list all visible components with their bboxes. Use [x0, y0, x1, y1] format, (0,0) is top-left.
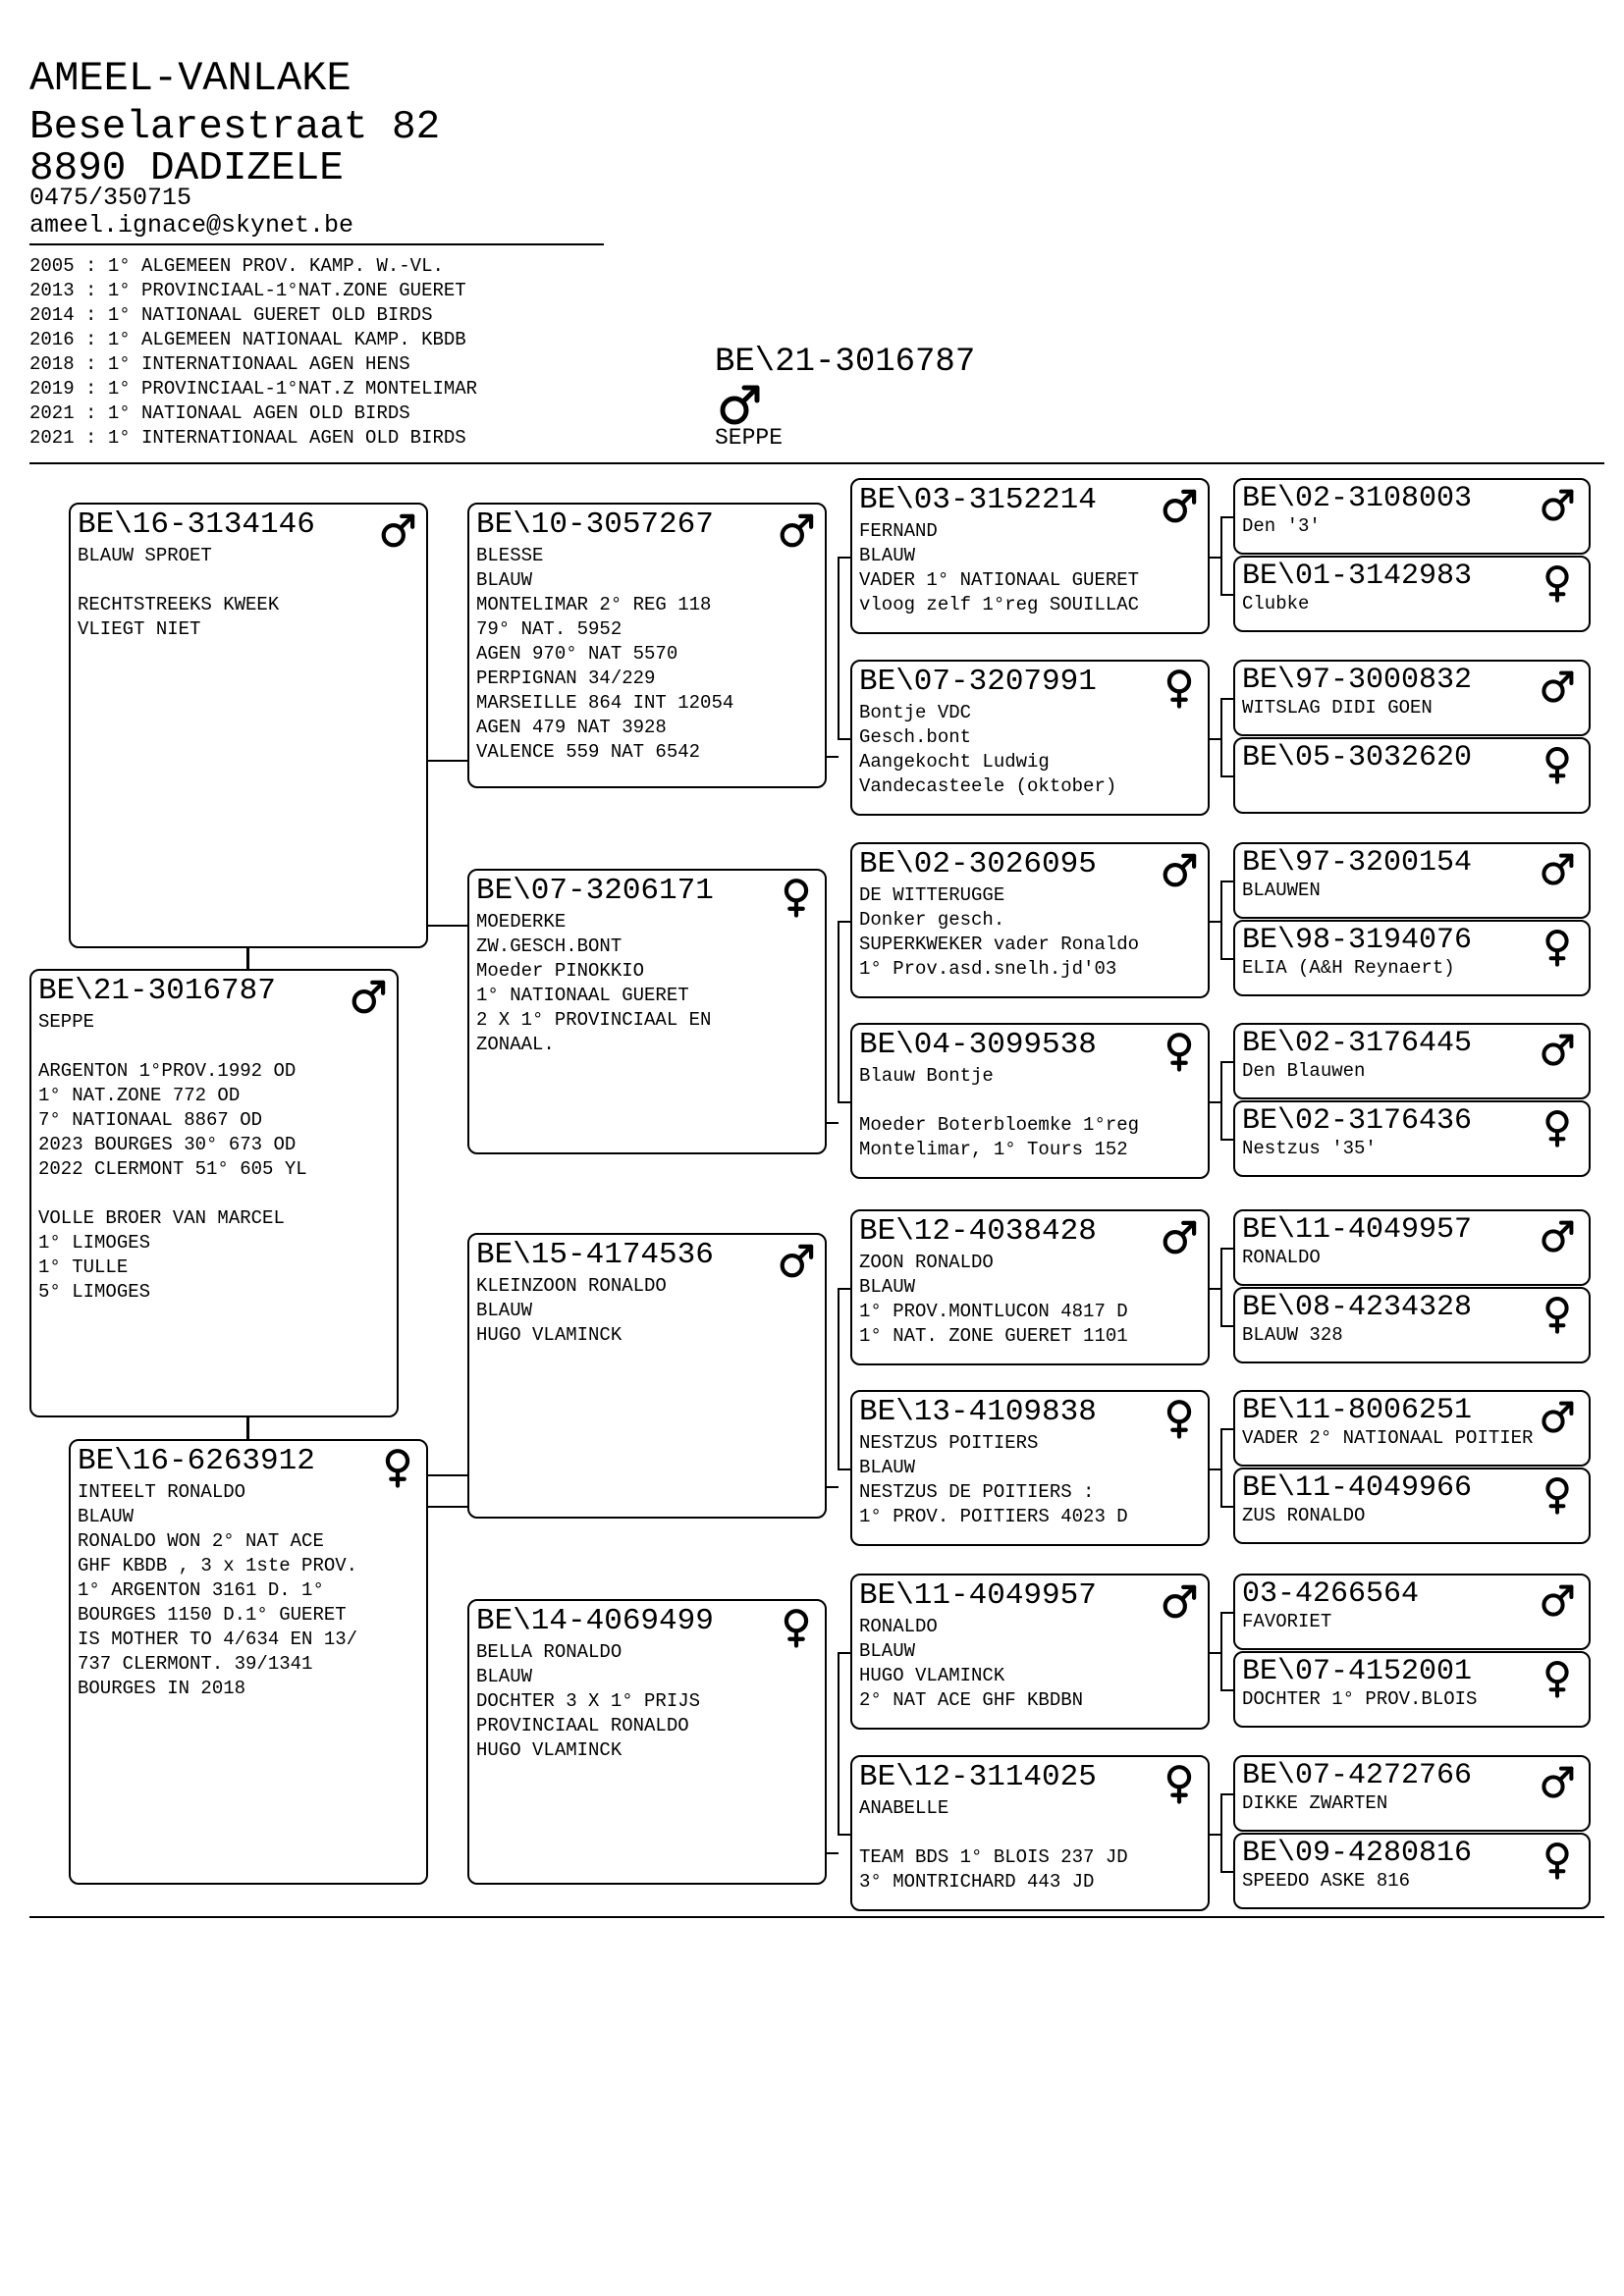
- ring-number: BE\07-3207991: [859, 665, 1097, 699]
- bird-details: INTEELT RONALDO BLAUW RONALDO WON 2° NAT ACE GHF KBDB , 3 x 1ste PROV. 1° ARGENTON 3161 D. 1° BOURGES 1150 D.1° GUERET IS MOTHER TO 4/634 EN 13/ 737 CLERMONT. 39/1341 BOURGES IN 2018: [78, 1481, 358, 1699]
- female-symbol-icon: [1538, 563, 1577, 603]
- gen4-box-6: [1233, 1023, 1591, 1099]
- bird-details: NESTZUS POITIERS BLAUW NESTZUS DE POITIERS : 1° PROV. POITIERS 4023 D: [859, 1432, 1128, 1527]
- gen4-box-7: [1233, 1100, 1591, 1177]
- bird-details: BELLA RONALDO BLAUW DOCHTER 3 X 1° PRIJS PROVINCIAAL RONALDO HUGO VLAMINCK: [476, 1641, 701, 1761]
- gen4-box-3: [1233, 737, 1591, 814]
- male-symbol-icon: [1538, 1031, 1577, 1070]
- female-symbol-icon: [377, 1447, 418, 1488]
- bird-details: Den '3': [1242, 515, 1321, 537]
- gen3-box-5: [850, 1390, 1210, 1546]
- connector-line: [1220, 1248, 1222, 1325]
- bird-details: BLESSE BLAUW MONTELIMAR 2° REG 118 79° NAT. 5952 AGEN 970° NAT 5570 PERPIGNAN 34/229 MARSEILLE 864 INT 12054 AGEN 479 NAT 3928 VALENCE 559 NAT 6542: [476, 545, 734, 763]
- ring-number: BE\97-3200154: [1242, 846, 1473, 880]
- male-symbol-icon: [1538, 486, 1577, 525]
- male-symbol-icon: [715, 381, 764, 430]
- connector-line: [246, 948, 249, 969]
- bird-details: RONALDO BLAUW HUGO VLAMINCK 2° NAT ACE GHF KBDBN: [859, 1616, 1084, 1711]
- gen4-box-2: [1233, 660, 1591, 736]
- male-symbol-icon: [776, 510, 817, 552]
- gen4-box-9: [1233, 1287, 1591, 1363]
- connector-line: [1220, 1325, 1233, 1327]
- bird-details: SPEEDO ASKE 816: [1242, 1870, 1411, 1892]
- connector-line: [428, 1506, 467, 1508]
- ring-number: BE\12-3114025: [859, 1760, 1097, 1794]
- connector-line: [1220, 1061, 1222, 1139]
- connector-line: [1220, 698, 1233, 700]
- top-divider: [29, 462, 1604, 464]
- gen4-box-13: [1233, 1651, 1591, 1728]
- connector-line: [1220, 958, 1233, 960]
- male-symbol-icon: [1538, 1581, 1577, 1621]
- gen4-box-5: [1233, 920, 1591, 996]
- male-symbol-icon: [1159, 486, 1200, 527]
- gen2-box-2: [467, 1233, 827, 1519]
- ring-number: BE\11-4049957: [1242, 1213, 1473, 1247]
- female-symbol-icon: [1538, 745, 1577, 784]
- ring-number: BE\02-3108003: [1242, 482, 1473, 515]
- ring-number: BE\01-3142983: [1242, 560, 1473, 593]
- connector-line: [1220, 1612, 1222, 1689]
- female-symbol-icon: [1159, 1398, 1200, 1439]
- subject-ring-number: BE\21-3016787: [715, 344, 976, 381]
- bird-details: ZOON RONALDO BLAUW 1° PROV.MONTLUCON 4817 D 1° NAT. ZONE GUERET 1101: [859, 1252, 1128, 1347]
- bird-details: BLAUW 328: [1242, 1324, 1343, 1346]
- subject-box: [29, 969, 399, 1417]
- connector-line: [838, 1288, 850, 1290]
- ring-number: BE\08-4234328: [1242, 1291, 1473, 1324]
- connector-line: [1220, 516, 1233, 518]
- gen2-box-1: [467, 869, 827, 1154]
- bird-details: VADER 2° NATIONAAL POITIER: [1242, 1427, 1534, 1449]
- gen4-box-12: [1233, 1574, 1591, 1650]
- gen2-box-3: [467, 1599, 827, 1885]
- bird-details: Nestzus '35': [1242, 1138, 1377, 1159]
- gen4-box-14: [1233, 1755, 1591, 1832]
- ring-number: BE\09-4280816: [1242, 1837, 1473, 1870]
- ring-number: BE\97-3000832: [1242, 664, 1473, 697]
- bird-details: ELIA (A&H Reynaert): [1242, 957, 1455, 979]
- connector-line: [1220, 1871, 1233, 1873]
- bird-details: Bontje VDC Gesch.bont Aangekocht Ludwig Vandecasteele (oktober): [859, 702, 1117, 797]
- male-symbol-icon: [1538, 1217, 1577, 1256]
- female-symbol-icon: [1159, 1031, 1200, 1072]
- ring-number: BE\11-8006251: [1242, 1394, 1473, 1427]
- ring-number: BE\03-3152214: [859, 483, 1097, 517]
- bird-details: DE WITTERUGGE Donker gesch. SUPERKWEKER vader Ronaldo 1° Prov.asd.snelh.jd'03: [859, 884, 1140, 980]
- connector-line: [1220, 698, 1222, 775]
- bird-details: DIKKE ZWARTEN: [1242, 1792, 1388, 1814]
- bird-details: FERNAND BLAUW VADER 1° NATIONAAL GUERET vloog zelf 1°reg SOUILLAC: [859, 520, 1140, 615]
- male-symbol-icon: [776, 1241, 817, 1282]
- female-symbol-icon: [1538, 1295, 1577, 1334]
- male-symbol-icon: [348, 977, 389, 1018]
- breeder-email: ameel.ignace@skynet.be: [29, 211, 354, 240]
- gen4-box-0: [1233, 478, 1591, 555]
- bottom-divider: [29, 1916, 1604, 1918]
- ring-number: BE\07-4152001: [1242, 1655, 1473, 1688]
- ring-number: BE\14-4069499: [476, 1604, 714, 1638]
- gen3-box-3: [850, 1023, 1210, 1179]
- ring-number: BE\16-6263912: [78, 1444, 315, 1478]
- male-symbol-icon: [377, 510, 418, 552]
- ring-number: BE\15-4174536: [476, 1238, 714, 1272]
- connector-line: [838, 1101, 850, 1103]
- female-symbol-icon: [1538, 928, 1577, 967]
- gen3-box-6: [850, 1574, 1210, 1730]
- ring-number: 03-4266564: [1242, 1577, 1420, 1611]
- female-symbol-icon: [1538, 1475, 1577, 1515]
- connector-line: [1220, 775, 1233, 777]
- ring-number: BE\02-3026095: [859, 847, 1097, 881]
- connector-line: [838, 1652, 839, 1834]
- bird-details: BLAUW SPROET RECHTSTREEKS KWEEK VLIEGT NIET: [78, 545, 280, 640]
- bird-details: ANABELLE TEAM BDS 1° BLOIS 237 JD 3° MONTRICHARD 443 JD: [859, 1797, 1128, 1893]
- male-symbol-icon: [1538, 1763, 1577, 1802]
- ring-number: BE\02-3176436: [1242, 1104, 1473, 1138]
- gen3-box-7: [850, 1755, 1210, 1911]
- bird-details: SEPPE ARGENTON 1°PROV.1992 OD 1° NAT.ZONE 772 OD 7° NATIONAAL 8867 OD 2023 BOURGES 30° 673 OD 2022 CLERMONT 51° 605 YL VOLLE BROER VAN MARCEL 1° LIMOGES 1° TULLE 5° LIMOGES: [38, 1011, 307, 1303]
- ring-number: BE\21-3016787: [38, 974, 276, 1008]
- bird-details: Den Blauwen: [1242, 1060, 1366, 1082]
- connector-line: [1220, 1428, 1233, 1430]
- results-list: 2005 : 1° ALGEMEEN PROV. KAMP. W.-VL. 2013 : 1° PROVINCIAAL-1°NAT.ZONE GUERET 2014 : 1° NATIONAAL GUERET OLD BIRDS 2016 : 1° ALGEMEEN NATIONAAL KAMP. KBDB 2018 : 1° INTERNATIONAAL AGEN HENS 2019 : 1° PROVINCIAAL-1°NAT.Z MONTELIMAR 2021 : 1° NATIONAAL AGEN OLD BIRDS 2021 : 1° INTERNATIONAAL AGEN OLD BIRDS: [29, 255, 478, 449]
- gen3-box-1: [850, 660, 1210, 816]
- breeder-phone: 0475/350715: [29, 184, 192, 212]
- connector-line: [838, 921, 850, 923]
- connector-line: [827, 1486, 839, 1488]
- ring-number: BE\04-3099538: [859, 1028, 1097, 1062]
- connector-line: [1220, 1139, 1233, 1141]
- bird-details: DOCHTER 1° PROV.BLOIS: [1242, 1688, 1478, 1710]
- bird-details: Clubke: [1242, 593, 1310, 614]
- connector-line: [1220, 881, 1222, 958]
- ring-number: BE\13-4109838: [859, 1395, 1097, 1429]
- connector-line: [1220, 1689, 1233, 1691]
- connector-line: [1220, 1248, 1233, 1250]
- connector-line: [838, 1288, 839, 1468]
- bird-details: MOEDERKE ZW.GESCH.BONT Moeder PINOKKIO 1° NATIONAAL GUERET 2 X 1° PROVINCIAAL EN ZONAAL.: [476, 911, 712, 1055]
- male-symbol-icon: [1538, 1398, 1577, 1437]
- gen3-box-4: [850, 1209, 1210, 1365]
- female-symbol-icon: [776, 877, 817, 918]
- ring-number: BE\05-3032620: [1242, 741, 1473, 774]
- connector-line: [1220, 1612, 1233, 1614]
- connector-line: [428, 760, 467, 762]
- sire-box: [69, 503, 428, 948]
- ring-number: BE\16-3134146: [78, 507, 315, 542]
- ring-number: BE\10-3057267: [476, 507, 714, 542]
- gen2-box-0: [467, 503, 827, 788]
- connector-line: [838, 557, 839, 738]
- bird-details: RONALDO: [1242, 1247, 1321, 1268]
- ring-number: BE\12-4038428: [859, 1214, 1097, 1249]
- connector-line: [838, 1468, 850, 1470]
- gen4-box-1: [1233, 556, 1591, 632]
- female-symbol-icon: [1538, 1108, 1577, 1148]
- gen3-box-0: [850, 478, 1210, 634]
- connector-line: [1220, 1428, 1222, 1506]
- connector-line: [1220, 1506, 1233, 1508]
- connector-line: [838, 1834, 850, 1836]
- connector-line: [428, 1474, 467, 1476]
- bird-details: FAVORIET: [1242, 1611, 1332, 1632]
- connector-line: [1220, 594, 1233, 596]
- male-symbol-icon: [1159, 1217, 1200, 1258]
- breeder-city: 8890 DADIZELE: [29, 146, 344, 191]
- header-underline: [29, 243, 604, 245]
- connector-line: [1220, 1793, 1233, 1795]
- connector-line: [1220, 1793, 1222, 1871]
- bird-details: Blauw Bontje Moeder Boterbloemke 1°reg Montelimar, 1° Tours 152: [859, 1065, 1140, 1160]
- gen4-box-8: [1233, 1209, 1591, 1286]
- gen3-box-2: [850, 842, 1210, 998]
- connector-line: [838, 557, 850, 559]
- gen4-box-15: [1233, 1833, 1591, 1909]
- connector-line: [827, 1122, 839, 1124]
- connector-line: [246, 1417, 249, 1439]
- female-symbol-icon: [1538, 1841, 1577, 1880]
- male-symbol-icon: [1159, 1581, 1200, 1623]
- female-symbol-icon: [1159, 667, 1200, 709]
- gen4-box-11: [1233, 1468, 1591, 1544]
- female-symbol-icon: [1159, 1763, 1200, 1804]
- female-symbol-icon: [776, 1607, 817, 1648]
- bird-details: BLAUWEN: [1242, 880, 1321, 901]
- ring-number: BE\11-4049966: [1242, 1471, 1473, 1505]
- ring-number: BE\98-3194076: [1242, 924, 1473, 957]
- connector-line: [428, 925, 467, 927]
- ring-number: BE\11-4049957: [859, 1578, 1097, 1613]
- connector-line: [1220, 516, 1222, 594]
- connector-line: [827, 756, 839, 758]
- male-symbol-icon: [1538, 667, 1577, 707]
- connector-line: [827, 1852, 839, 1854]
- dam-box: [69, 1439, 428, 1885]
- bird-details: WITSLAG DIDI GOEN: [1242, 697, 1433, 719]
- connector-line: [838, 738, 850, 740]
- breeder-street: Beselarestraat 82: [29, 105, 441, 150]
- connector-line: [838, 1652, 850, 1654]
- male-symbol-icon: [1159, 850, 1200, 891]
- female-symbol-icon: [1538, 1659, 1577, 1698]
- bird-details: ZUS RONALDO: [1242, 1505, 1366, 1526]
- ring-number: BE\02-3176445: [1242, 1027, 1473, 1060]
- connector-line: [838, 921, 839, 1101]
- ring-number: BE\07-3206171: [476, 874, 714, 908]
- gen4-box-10: [1233, 1390, 1591, 1467]
- connector-line: [1220, 881, 1233, 882]
- breeder-name: AMEEL-VANLAKE: [29, 55, 352, 102]
- subject-name: SEPPE: [715, 425, 784, 451]
- ring-number: BE\07-4272766: [1242, 1759, 1473, 1792]
- bird-details: KLEINZOON RONALDO BLAUW HUGO VLAMINCK: [476, 1275, 667, 1346]
- connector-line: [1220, 1061, 1233, 1063]
- male-symbol-icon: [1538, 850, 1577, 889]
- gen4-box-4: [1233, 842, 1591, 919]
